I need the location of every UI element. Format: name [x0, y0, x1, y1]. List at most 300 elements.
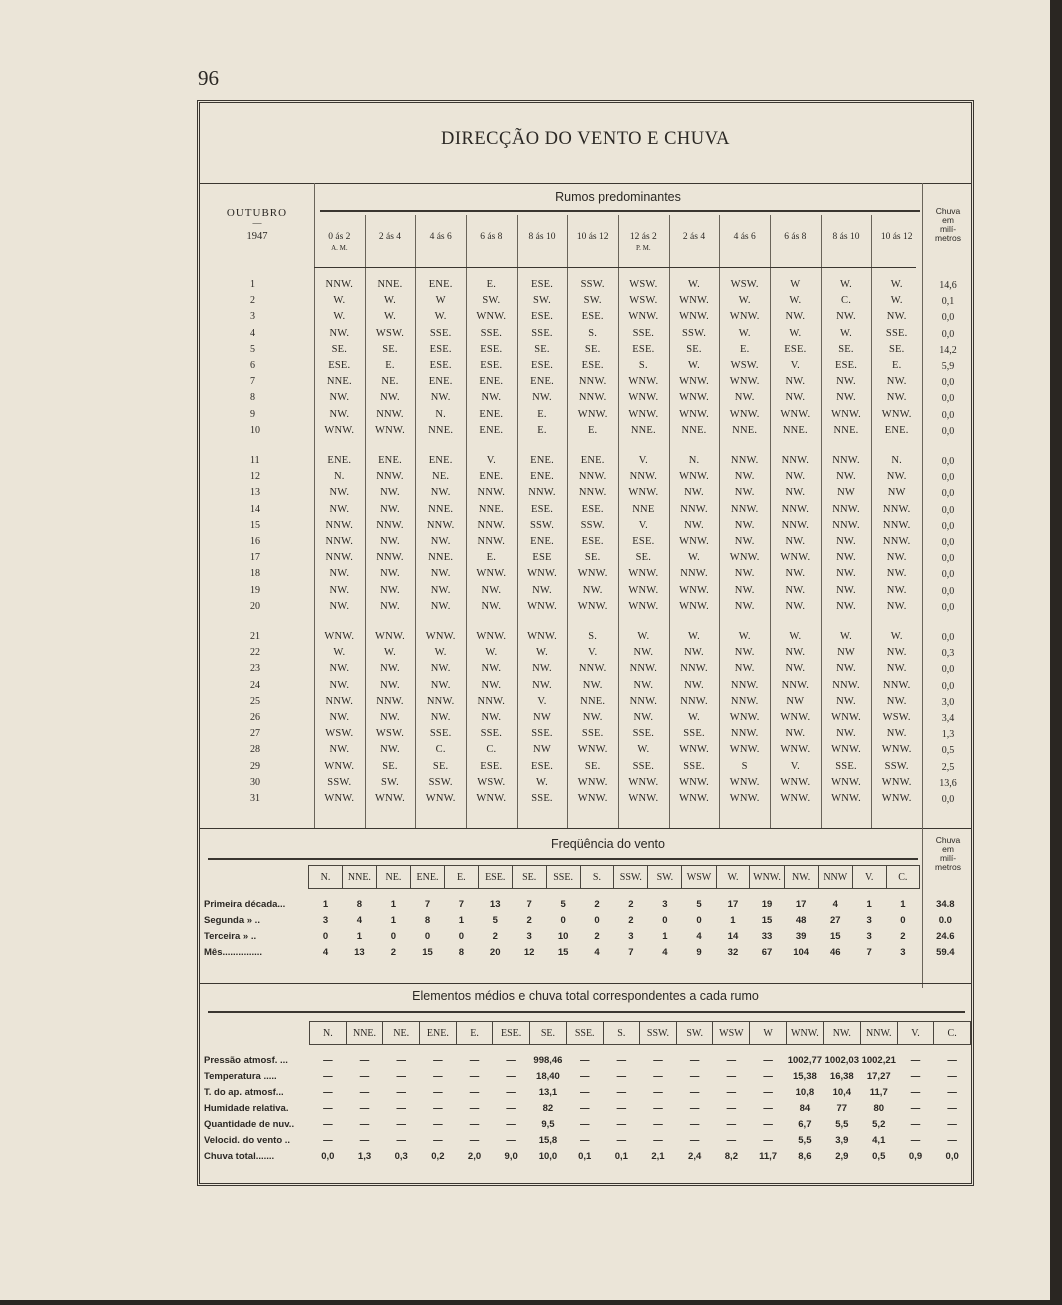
wind-direction-cell: NNW. — [730, 455, 759, 466]
wind-direction-cell: NNW. — [528, 487, 556, 499]
data-cell: 0 — [322, 931, 329, 942]
data-cell: 39 — [795, 931, 807, 942]
wind-direction-cell: ESE. — [784, 343, 807, 355]
data-cell: — — [947, 1087, 957, 1098]
wind-direction-cell: WSW. — [325, 728, 354, 740]
wind-direction-cell: S. — [588, 631, 598, 642]
wind-direction-cell: NW. — [886, 376, 907, 388]
wind-direction-cell: NW. — [886, 663, 907, 675]
wind-direction-cell: NW. — [785, 471, 806, 483]
wind-direction-cell: NW. — [684, 487, 704, 499]
wind-direction-cell: ESE. — [429, 343, 452, 355]
wind-direction-cell: NW. — [785, 568, 806, 580]
wind-direction-cell: NNW. — [882, 519, 911, 531]
data-cell: — — [653, 1055, 663, 1066]
wind-direction-cell: ESE. — [480, 760, 503, 772]
wind-direction-cell: WSW. — [730, 360, 759, 371]
row-label: Segunda » .. — [204, 915, 260, 926]
data-cell: 10,4 — [832, 1087, 852, 1098]
data-cell: — — [689, 1087, 700, 1098]
wind-direction-cell: NW. — [886, 584, 907, 596]
wind-direction-cell: WNW. — [324, 424, 355, 436]
wind-direction-cell: SE. — [534, 343, 550, 355]
rain-header-line: Chuva — [935, 835, 961, 845]
data-cell: 1 — [866, 899, 872, 910]
data-cell: 6,7 — [798, 1119, 812, 1130]
rain-cell: 0,0 — [941, 680, 955, 692]
wind-direction-cell: NNW. — [680, 695, 708, 707]
column-header: W — [750, 1022, 787, 1045]
rain-cell: 0,0 — [941, 601, 955, 613]
wind-direction-cell: NW. — [481, 679, 502, 691]
wind-direction-cell: ENE. — [580, 455, 605, 466]
wind-direction-cell: NW. — [582, 679, 603, 691]
wind-direction-cell: NNW. — [376, 552, 404, 564]
wind-direction-cell: NW. — [785, 487, 806, 499]
data-cell: 2 — [390, 947, 397, 958]
day-label: 7 — [250, 376, 255, 388]
data-cell: 0 — [900, 915, 906, 926]
data-cell: 2 — [900, 931, 906, 942]
elem-title: Elementos médios e chuva total correspondentes a cada rumo — [412, 989, 759, 1003]
wind-direction-cell: V. — [638, 519, 648, 531]
wind-direction-cell: W. — [536, 776, 548, 788]
wind-direction-cell: NW. — [633, 679, 654, 691]
header-row — [200, 866, 971, 889]
row-label: Chuva total....... — [204, 1151, 275, 1162]
year-label: 1947 — [246, 231, 268, 242]
wind-direction-cell: NNW. — [477, 487, 506, 499]
data-cell: 2 — [492, 931, 498, 942]
data-cell: 3 — [866, 915, 872, 926]
wind-direction-cell: V. — [638, 455, 648, 466]
wind-direction-cell: ESE. — [632, 343, 655, 355]
wind-direction-cell: W. — [333, 647, 346, 659]
wind-direction-cell: SE. — [382, 760, 398, 772]
wind-direction-cell: ENE. — [378, 455, 402, 466]
wind-direction-cell: NW — [786, 695, 805, 707]
data-cell: 2,1 — [651, 1151, 665, 1162]
data-cell: 17,27 — [866, 1071, 891, 1082]
data-cell: 32 — [727, 947, 739, 958]
data-cell: — — [726, 1103, 737, 1114]
data-cell: 82 — [542, 1103, 554, 1114]
wind-direction-cell: ENE. — [428, 455, 453, 466]
data-cell: — — [653, 1135, 663, 1146]
wind-direction-cell: WNW. — [527, 568, 557, 580]
data-cell: 1002,03 — [824, 1055, 859, 1066]
wind-direction-cell: NW. — [430, 392, 451, 404]
time-header: 2 ás 4 — [378, 232, 402, 242]
spacer-row — [200, 1045, 971, 1053]
wind-direction-cell: WNW. — [628, 392, 659, 404]
wind-direction-cell: NW. — [785, 728, 806, 740]
data-cell: — — [947, 1071, 957, 1082]
wind-direction-cell: SE. — [686, 343, 702, 355]
data-cell: 4 — [356, 915, 363, 926]
wind-direction-cell: WNW. — [729, 776, 760, 788]
wind-rain-header — [922, 207, 974, 243]
day-label: 20 — [250, 600, 260, 612]
wind-direction-cell: NNE. — [580, 695, 606, 707]
wind-direction-cell: S — [741, 760, 748, 772]
wind-direction-cell: WNW. — [628, 376, 659, 388]
data-cell: 1 — [322, 899, 329, 910]
wind-direction-cell: ENE. — [530, 455, 554, 466]
wind-direction-cell: NNW. — [629, 663, 658, 675]
wind-direction-cell: N. — [334, 471, 345, 483]
rain-header-line: Chuva — [935, 206, 961, 216]
data-cell: — — [763, 1087, 773, 1098]
data-cell: 4,1 — [872, 1135, 886, 1146]
wind-direction-cell: N. — [435, 408, 446, 420]
time-header: 6 ás 8 — [480, 232, 503, 242]
data-cell: — — [396, 1103, 406, 1114]
data-cell: 3 — [526, 931, 532, 942]
wind-direction-cell: WNW. — [831, 408, 861, 420]
wind-direction-cell: NNE. — [428, 552, 454, 564]
data-cell: — — [763, 1055, 773, 1066]
wind-direction-cell: SE. — [584, 343, 601, 355]
wind-direction-cell: NNW. — [781, 519, 810, 531]
wind-direction-cell: SSW. — [884, 760, 909, 772]
data-cell: 0 — [662, 915, 668, 926]
data-cell: 84 — [799, 1103, 811, 1114]
wind-direction-cell: NW. — [734, 471, 755, 483]
data-cell: — — [359, 1103, 370, 1114]
data-cell: 7 — [458, 899, 464, 910]
wind-direction-cell: NW. — [380, 663, 400, 675]
wind-direction-cell: NW. — [785, 311, 806, 323]
wind-direction-cell: NW. — [380, 568, 400, 580]
wind-direction-cell: SSE. — [632, 728, 655, 740]
wind-direction-cell: W. — [688, 360, 700, 371]
data-cell: 17 — [795, 899, 807, 910]
wind-direction-cell: ESE. — [480, 343, 503, 355]
wind-direction-cell: NNE. — [428, 424, 454, 436]
rain-cell: 0.0 — [938, 915, 952, 926]
time-header: 6 ás 8 — [784, 232, 807, 242]
data-cell: — — [396, 1135, 406, 1146]
rain-column-header — [920, 866, 971, 889]
wind-direction-cell: NNW. — [730, 728, 759, 740]
data-cell: — — [579, 1055, 590, 1066]
time-header: 0 ás 2 — [328, 232, 351, 242]
wind-direction-cell: NW. — [380, 744, 400, 756]
data-cell: 80 — [873, 1103, 885, 1114]
wind-direction-cell: NNW. — [781, 503, 810, 515]
column-header: E. — [456, 1022, 493, 1045]
data-cell: 1002,77 — [787, 1055, 823, 1066]
data-cell: 15 — [557, 947, 569, 958]
rain-cell: 0,1 — [941, 296, 955, 308]
data-cell: 10,8 — [795, 1087, 815, 1098]
wind-direction-cell: WNW. — [577, 408, 608, 420]
data-cell: 4 — [696, 931, 702, 942]
rain-cell: 0,0 — [941, 456, 955, 467]
data-cell: — — [763, 1103, 773, 1114]
wind-direction-cell: NE. — [381, 376, 399, 388]
time-header: 4 ás 6 — [733, 232, 756, 242]
wind-direction-cell: V. — [537, 695, 547, 707]
wind-direction-cell: SSE. — [885, 327, 908, 339]
wind-direction-cell: NW. — [532, 679, 552, 691]
rain-cell: 59.4 — [936, 947, 955, 958]
column-header: ESE. — [478, 866, 512, 889]
rain-cell: 0,0 — [941, 632, 955, 643]
data-cell: — — [616, 1135, 627, 1146]
wind-direction-cell: W. — [383, 647, 396, 659]
wind-direction-cell: WNW. — [831, 712, 861, 723]
rain-cell: 0,0 — [941, 794, 955, 805]
wind-direction-cell: SSE. — [480, 327, 503, 339]
column-header: WSW — [682, 866, 716, 889]
column-header: E. — [445, 866, 479, 889]
wind-direction-cell: E. — [537, 408, 547, 420]
wind-direction-cell: NW. — [785, 376, 806, 388]
column-header: NNW — [818, 866, 852, 889]
data-cell: — — [616, 1087, 627, 1098]
wind-direction-cell: SE. — [888, 343, 905, 355]
rain-cell: 0,0 — [941, 409, 955, 421]
wind-direction-cell: ESE. — [429, 360, 452, 371]
data-cell: 8 — [356, 899, 363, 910]
data-cell: — — [506, 1071, 516, 1082]
wind-direction-cell: NW. — [329, 503, 350, 515]
data-cell: 13,1 — [538, 1087, 558, 1098]
data-cell: — — [433, 1135, 443, 1146]
wind-direction-cell: NNW. — [578, 663, 607, 675]
column-header: SW. — [676, 1022, 713, 1045]
wind-direction-cell: WNW. — [628, 793, 659, 804]
rain-cell: 0,0 — [941, 537, 955, 548]
data-cell: 2,9 — [835, 1151, 849, 1162]
data-cell: — — [947, 1055, 957, 1066]
data-cell: — — [396, 1119, 406, 1130]
data-cell: 5 — [492, 915, 498, 926]
wind-direction-cell: NW. — [836, 600, 856, 612]
wind-direction-cell: WNW. — [527, 600, 557, 612]
data-cell: 7 — [866, 947, 872, 958]
data-cell: 2 — [628, 915, 634, 926]
wind-direction-cell: WNW. — [577, 744, 608, 756]
wind-direction-cell: NW. — [329, 392, 350, 404]
day-label: 15 — [250, 519, 260, 531]
row-label: Temperatura ..... — [204, 1071, 277, 1082]
data-cell: 1 — [662, 931, 668, 942]
rumos-rule — [320, 210, 920, 212]
wind-direction-cell: WSW. — [629, 279, 658, 290]
wind-direction-cell: NNE. — [428, 503, 454, 515]
wind-direction-cell: S. — [588, 327, 598, 339]
wind-direction-cell: WNW. — [729, 712, 760, 723]
wind-direction-cell: SSE. — [835, 760, 857, 772]
rain-cell: 0,0 — [941, 569, 955, 581]
row-label: Velocid. do vento .. — [204, 1135, 291, 1146]
day-label: 24 — [250, 679, 260, 691]
day-label: 4 — [250, 327, 255, 339]
rain-cell: 14,6 — [939, 280, 957, 291]
column-header: ESE. — [493, 1022, 530, 1045]
data-cell: 9,5 — [541, 1119, 555, 1130]
wind-direction-cell: NW. — [532, 584, 552, 596]
data-cell: 3 — [866, 931, 872, 942]
column-header: ENE. — [410, 866, 444, 889]
rain-cell: 0,0 — [941, 377, 955, 389]
wind-direction-cell: NW. — [329, 584, 350, 596]
wind-direction-cell: W — [790, 279, 801, 290]
wind-direction-cell: NNW. — [578, 376, 607, 388]
wind-direction-cell: NW. — [380, 712, 400, 723]
wind-direction-cell: NW. — [734, 584, 755, 596]
wind-direction-cell: ENE. — [530, 376, 554, 388]
data-cell: — — [469, 1087, 480, 1098]
column-header: NNE. — [342, 866, 376, 889]
wind-direction-cell: NW. — [380, 584, 400, 596]
wind-direction-cell: WNW. — [780, 552, 811, 564]
wind-direction-cell: ESE. — [581, 311, 604, 323]
wind-direction-cell: W. — [637, 631, 650, 642]
wind-direction-cell: SE. — [382, 343, 398, 355]
wind-direction-cell: W. — [789, 327, 802, 339]
data-cell: 12 — [523, 947, 535, 958]
wind-direction-cell: ENE. — [479, 471, 504, 483]
wind-direction-cell: WNW. — [476, 793, 507, 804]
wind-direction-cell: NW. — [886, 647, 907, 659]
wind-direction-cell: NW. — [582, 712, 603, 723]
month-label: OUTUBRO — [226, 207, 288, 219]
wind-direction-cell: SE. — [584, 760, 601, 772]
wind-direction-cell: W. — [789, 631, 802, 642]
wind-direction-cell: ESE. — [581, 503, 604, 515]
wind-direction-cell: NW. — [734, 519, 755, 531]
data-row — [200, 1133, 971, 1149]
data-cell: 2 — [594, 931, 600, 942]
wind-direction-cell: WNW. — [679, 776, 709, 788]
wind-direction-cell: WNW. — [831, 776, 861, 788]
column-header: V. — [897, 1022, 934, 1045]
wind-direction-cell: NW. — [836, 471, 856, 483]
data-cell: 20 — [489, 947, 501, 958]
wind-direction-cell: NW. — [481, 712, 502, 723]
data-cell: — — [689, 1071, 700, 1082]
data-cell: — — [947, 1119, 957, 1130]
data-cell: — — [323, 1055, 333, 1066]
data-cell: — — [506, 1087, 516, 1098]
wind-direction-cell: WNW. — [729, 408, 760, 420]
wind-direction-cell: WSW. — [375, 327, 405, 339]
wind-direction-cell: WNW. — [577, 568, 608, 580]
wind-direction-cell: WNW. — [628, 584, 659, 596]
wind-direction-cell: NNW. — [730, 679, 759, 691]
time-header: 4 ás 6 — [429, 232, 452, 242]
wind-direction-cell: E. — [587, 424, 598, 436]
data-cell: 0 — [594, 915, 600, 926]
wind-direction-cell: NW. — [430, 568, 451, 580]
data-cell: 2,4 — [688, 1151, 702, 1162]
data-cell: 0,3 — [394, 1151, 408, 1162]
wind-direction-cell: NW. — [430, 584, 451, 596]
day-label: 6 — [250, 360, 255, 371]
data-cell: — — [506, 1135, 516, 1146]
wind-direction-cell: WNW. — [729, 552, 760, 564]
wind-direction-cell: NW. — [633, 647, 654, 659]
data-cell: 10,0 — [538, 1151, 558, 1162]
wind-direction-cell: NNW. — [680, 503, 708, 515]
wind-direction-cell: WNW. — [729, 793, 760, 804]
column-header: SSE. — [566, 1022, 603, 1045]
data-cell: 4 — [594, 947, 600, 958]
data-cell: — — [763, 1071, 773, 1082]
column-header: N. — [310, 1022, 347, 1045]
data-cell: 1,3 — [357, 1151, 372, 1162]
data-cell: 0,2 — [431, 1151, 445, 1162]
wind-direction-cell: SSW. — [681, 327, 707, 339]
page-title: DIRECÇÃO DO VENTO E CHUVA — [441, 129, 730, 149]
wind-direction-cell: SE. — [635, 552, 652, 564]
wind-direction-cell: SSW. — [428, 776, 453, 788]
wind-direction-cell: NNW. — [882, 536, 911, 547]
data-cell: 13 — [489, 899, 501, 910]
data-cell: 19 — [761, 899, 773, 910]
rain-cell: 13,6 — [939, 777, 957, 789]
wind-direction-cell: W. — [890, 295, 903, 307]
day-label: 2 — [250, 295, 255, 307]
data-cell: 3,9 — [835, 1135, 849, 1146]
wind-direction-cell: NW. — [532, 392, 552, 404]
wind-direction-cell: WNW. — [628, 311, 659, 323]
data-cell: 27 — [829, 915, 841, 926]
wind-direction-cell: NW. — [734, 392, 755, 404]
data-cell: — — [396, 1087, 406, 1098]
wind-direction-cell: NNW. — [730, 503, 759, 515]
wind-direction-cell: SW. — [583, 295, 602, 307]
data-cell: 998,46 — [533, 1055, 563, 1066]
wind-direction-cell: NNE. — [782, 424, 808, 436]
wind-direction-cell: SSW. — [529, 519, 555, 531]
rain-cell: 0,0 — [941, 488, 955, 500]
data-cell: 1 — [356, 931, 363, 942]
wind-direction-cell: NNW. — [325, 279, 354, 290]
row-label: T. do ap. atmosf... — [204, 1087, 284, 1098]
wind-direction-cell: NW. — [380, 503, 400, 515]
day-label: 5 — [250, 343, 255, 355]
wind-direction-cell: NNE. — [681, 424, 707, 436]
wind-direction-cell: WNW. — [679, 408, 709, 420]
data-cell: 3 — [322, 915, 329, 926]
wind-direction-cell: NNW. — [882, 503, 911, 515]
rain-cell: 14,2 — [939, 344, 957, 356]
wind-direction-cell: NNW. — [477, 519, 506, 531]
wind-direction-cell: NW. — [886, 392, 907, 404]
data-row — [200, 1053, 971, 1069]
wind-direction-cell: WNW. — [527, 631, 557, 642]
wind-direction-cell: WNW. — [375, 631, 405, 642]
wind-direction-cell: NW. — [886, 695, 907, 707]
wind-direction-cell: WNW. — [679, 793, 709, 804]
data-cell: 7 — [424, 899, 431, 910]
wind-direction-cell: WNW. — [628, 487, 659, 499]
wind-direction-cell: WNW. — [679, 744, 709, 756]
data-cell: 0,0 — [945, 1151, 959, 1162]
wind-direction-cell: NW. — [785, 647, 806, 659]
data-cell: 17 — [727, 899, 739, 910]
day-label: 3 — [250, 311, 255, 323]
wind-direction-cell: SW. — [482, 295, 501, 307]
data-cell: 0 — [424, 931, 431, 942]
data-cell: — — [433, 1071, 443, 1082]
wind-direction-cell: W. — [434, 311, 447, 323]
